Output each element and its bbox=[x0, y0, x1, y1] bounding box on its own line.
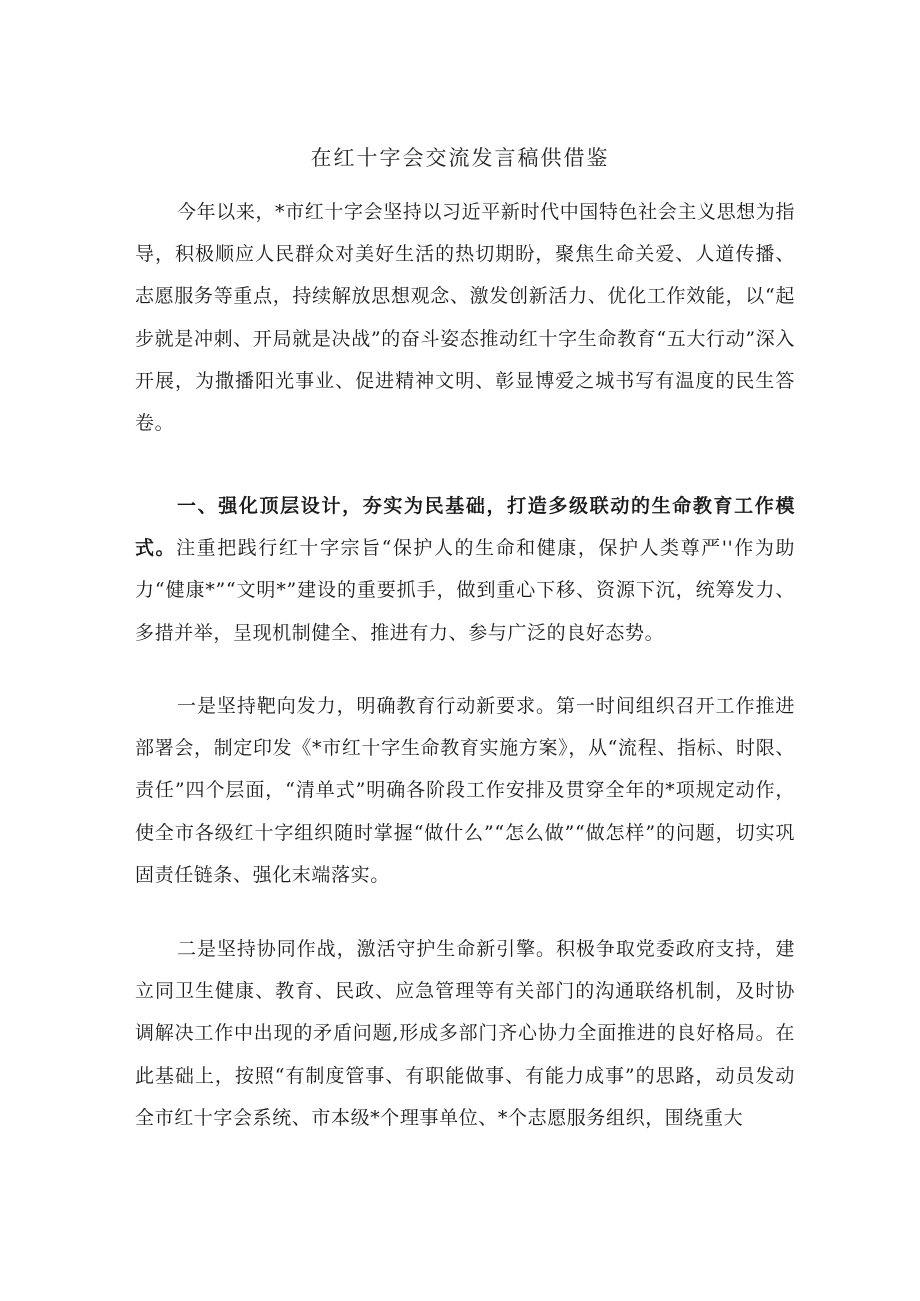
paragraph-point-one bbox=[135, 685, 795, 896]
paragraph-text: 一是坚持靶向发力，明确教育行动新要求。第一时间组织召开工作推进部署会，制定印发《*市红十字生命教育实施方案》，从“流程、指标、时限、责任”四个层面，“清单式”明确各阶段工作安排及贯穿全年的*项规定动作，使全市各级红十字组织随时掌握“做什么”“怎么做”“做怎样”的问题，切实巩固责任链条、强化末端落实。 bbox=[135, 695, 795, 886]
paragraph-section-one bbox=[135, 485, 795, 654]
paragraph-text: 今年以来，*市红十字会坚持以习近平新时代中国特色社会主义思想为指导，积极顺应人民群众对美好生活的热切期盼，聚焦生命关爱、人道传播、志愿服务等重点，持续解放思想观念、激发创新活力、优化工作效能，以“起步就是冲刺、开局就是决战”的奋斗姿态推动红十字生命教育“五大行动”深入开展，为撒播阳光事业、促进精神文明、彰显博爱之城书写有温度的民生答卷。 bbox=[135, 201, 795, 435]
paragraph-point-two bbox=[135, 928, 795, 1139]
paragraph-text: 注重把践行红十字宗旨“保护人的生命和健康，保护人类尊严''作为助力“健康*”“文明*”建设的重要抓手，做到重心下移、资源下沉，统筹发力、多措并举，呈现机制健全、推进有力、参与广泛的良好态势。 bbox=[135, 537, 795, 644]
paragraph-text: 二是坚持协同作战，激活守护生命新引擎。积极争取党委政府支持，建立同卫生健康、教育、民政、应急管理等有关部门的沟通联络机制，及时协调解决工作中出现的矛盾问题,形成多部门齐心协力全面推进的良好格局。在此基础上，按照“有制度管事、有职能做事、有能力成事”的思路，动员发动全市红十字会系统、市本级*个理事单位、*个志愿服务组织，围绕重大 bbox=[135, 938, 795, 1129]
paragraph-intro bbox=[135, 191, 795, 444]
document-title: 在红十字会交流发言稿供借鉴 bbox=[310, 146, 610, 170]
section-heading: 一、强化顶层设计，夯实为民基础，打造多级联动的生命教育工作模式。 bbox=[135, 495, 795, 560]
